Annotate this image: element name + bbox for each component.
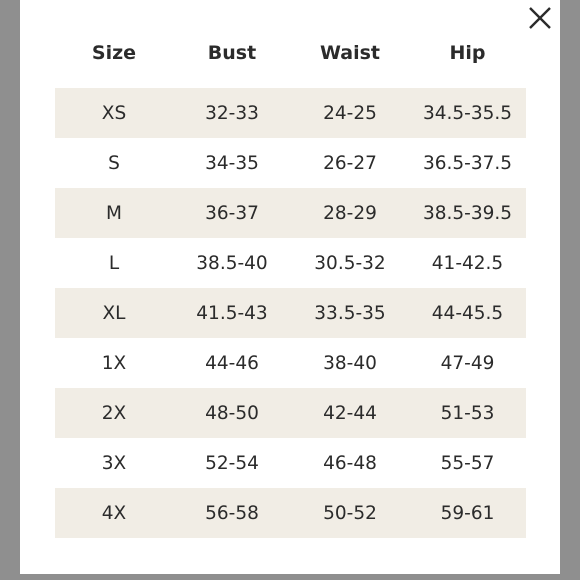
bust-cell: 48-50 (205, 402, 259, 424)
close-icon (526, 4, 554, 32)
size-cell: 2X (101, 402, 127, 424)
size-cell: XL (102, 302, 126, 324)
table-row (55, 288, 526, 338)
header-size: Size (91, 42, 137, 64)
waist-cell: 33.5-35 (314, 302, 386, 324)
bust-cell: 38.5-40 (196, 252, 268, 274)
table-row (55, 488, 526, 538)
table-row (55, 188, 526, 238)
bust-cell: 34-35 (205, 152, 259, 174)
size-chart-table (55, 32, 526, 538)
hip-cell: 59-61 (440, 502, 495, 524)
bust-cell: 52-54 (205, 452, 259, 474)
table-row (55, 238, 526, 288)
size-cell: 1X (101, 352, 127, 374)
size-chart-modal (20, 0, 560, 580)
bust-cell: 36-37 (205, 202, 259, 224)
waist-cell: 24-25 (323, 102, 377, 124)
hip-cell: 36.5-37.5 (422, 152, 513, 174)
size-cell: S (108, 152, 120, 174)
header-waist: Waist (319, 42, 380, 64)
size-cell: L (108, 252, 120, 274)
hip-cell: 47-49 (440, 352, 495, 374)
size-cell: M (106, 202, 122, 224)
waist-cell: 28-29 (323, 202, 377, 224)
bust-cell: 32-33 (205, 102, 259, 124)
hip-cell: 41-42.5 (431, 252, 504, 274)
waist-cell: 30.5-32 (314, 252, 386, 274)
table-row (55, 88, 526, 138)
table-row (55, 388, 526, 438)
hip-cell: 55-57 (440, 452, 495, 474)
size-cell: XS (101, 102, 127, 124)
waist-cell: 26-27 (323, 152, 377, 174)
waist-cell: 38-40 (323, 352, 377, 374)
bust-cell: 41.5-43 (196, 302, 268, 324)
bust-cell: 44-46 (205, 352, 259, 374)
size-cell: 3X (101, 452, 127, 474)
bottom-overlay-edge (20, 574, 560, 580)
table-row (55, 438, 526, 488)
waist-cell: 50-52 (323, 502, 377, 524)
hip-cell: 34.5-35.5 (422, 102, 513, 124)
table-row (55, 138, 526, 188)
close-button[interactable] (526, 4, 554, 32)
bust-cell: 56-58 (205, 502, 259, 524)
header-hip: Hip (449, 42, 486, 64)
size-cell: 4X (101, 502, 127, 524)
waist-cell: 46-48 (323, 452, 377, 474)
header-bust: Bust (207, 42, 257, 64)
table-header-row (55, 32, 526, 74)
waist-cell: 42-44 (323, 402, 377, 424)
hip-cell: 44-45.5 (431, 302, 504, 324)
table-row (55, 338, 526, 388)
hip-cell: 51-53 (440, 402, 495, 424)
hip-cell: 38.5-39.5 (422, 202, 513, 224)
